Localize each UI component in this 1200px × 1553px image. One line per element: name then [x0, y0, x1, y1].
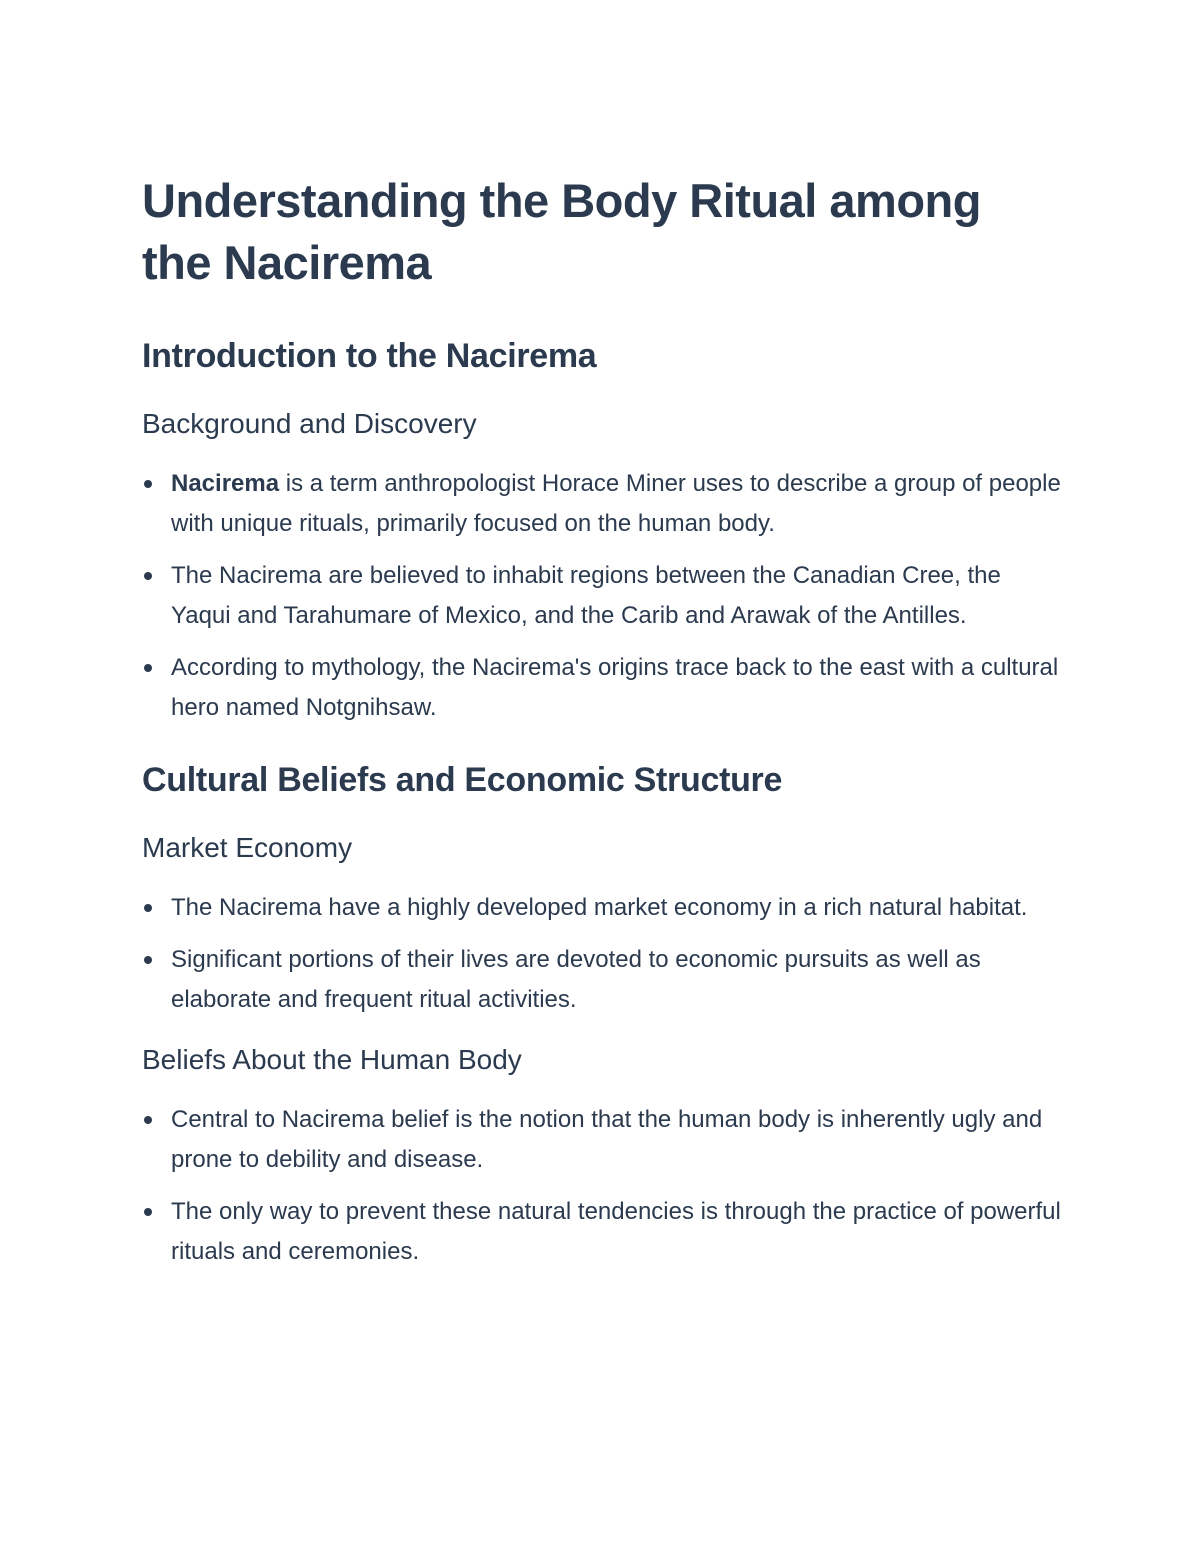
list-item-text: The Nacirema have a highly developed market economy in a rich natural habitat. [171, 894, 1028, 921]
list-item-text: Central to Nacirema belief is the notion that the human body is inherently ugly and prone to debility and disease. [171, 1106, 1043, 1173]
list-item [142, 1192, 1062, 1272]
list-item [142, 1100, 1062, 1180]
section-heading-introduction: Introduction to the Nacirema [142, 337, 597, 375]
term-bold: Nacirema [171, 470, 280, 497]
bullet-icon [144, 1208, 152, 1216]
list-item-text: is a term anthropologist Horace Miner uses to describe a group of people with unique rituals, primarily focused on the human body. [171, 470, 1061, 537]
list-item [142, 556, 1062, 636]
bullet-icon [144, 572, 152, 580]
document-title: Understanding the Body Ritual among the Nacirema [142, 174, 981, 289]
list-item [142, 888, 1062, 928]
list-item [142, 940, 1062, 1020]
section-heading-cultural-beliefs: Cultural Beliefs and Economic Structure [142, 761, 783, 799]
list-item [142, 464, 1062, 544]
subsection-heading-background: Background and Discovery [142, 408, 477, 439]
bullet-icon [144, 480, 152, 488]
document-page [142, 170, 1062, 1284]
bullet-icon [144, 1116, 152, 1124]
list-item-text: According to mythology, the Nacirema's origins trace back to the east with a cultural hero named Notgnihsaw. [171, 654, 1059, 721]
bullet-list-beliefs-body [142, 1100, 1062, 1272]
list-item [142, 648, 1062, 728]
list-item-text: The Nacirema are believed to inhabit regions between the Canadian Cree, the Yaqui and Tarahumare of Mexico, and the Carib and Arawak of the Antilles. [171, 562, 1001, 629]
bullet-icon [144, 956, 152, 964]
bullet-icon [144, 664, 152, 672]
bullet-list-background [142, 464, 1062, 728]
bullet-list-market-economy [142, 888, 1062, 1020]
list-item-text: The only way to prevent these natural tendencies is through the practice of powerful rituals and ceremonies. [171, 1198, 1061, 1265]
subsection-heading-beliefs-body: Beliefs About the Human Body [142, 1044, 522, 1075]
subsection-heading-market-economy: Market Economy [142, 832, 353, 863]
bullet-icon [144, 904, 152, 912]
list-item-text: Significant portions of their lives are devoted to economic pursuits as well as elaborate and frequent ritual activities. [171, 946, 981, 1013]
